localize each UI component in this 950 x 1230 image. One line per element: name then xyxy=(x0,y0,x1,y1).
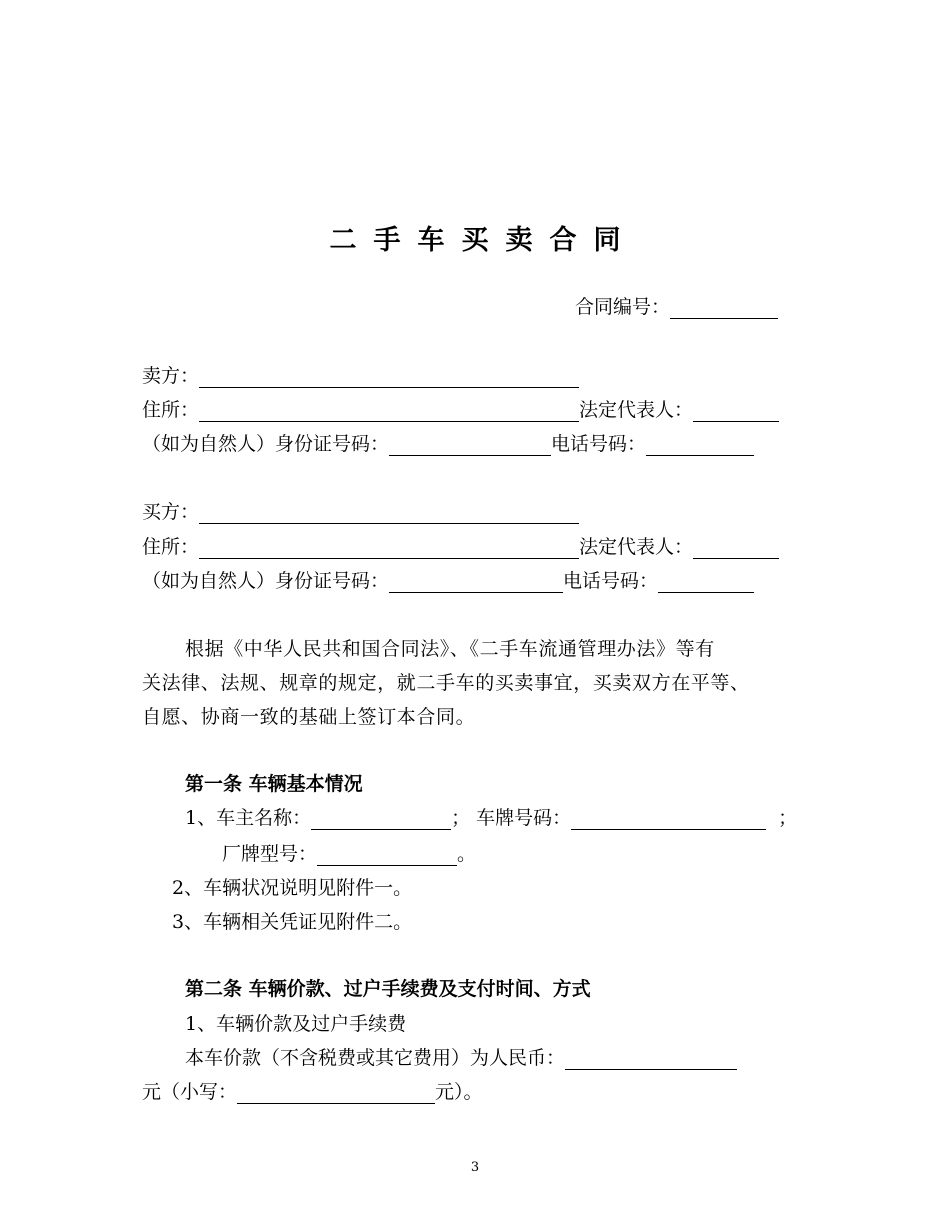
intro-line-3: 自愿、协商一致的基础上签订本合同。 xyxy=(142,706,476,728)
seller-legal-rep-label: 法定代表人： xyxy=(579,399,694,421)
contract-number-line xyxy=(575,295,778,319)
article-2-heading: 第二条 车辆价款、过户手续费及支付时间、方式 xyxy=(185,978,591,1000)
seller-id-label: （如为自然人）身份证号码： xyxy=(142,433,390,455)
buyer-phone-label: 电话号码： xyxy=(563,570,659,592)
price-label: 本车价款（不含税费或其它费用）为人民币： xyxy=(185,1047,566,1069)
buyer-address-label: 住所： xyxy=(142,536,200,558)
buyer-address-blank[interactable] xyxy=(199,538,579,559)
price-lowercase-line xyxy=(142,1080,483,1104)
contract-number-blank[interactable] xyxy=(670,298,778,319)
buyer-id-label: （如为自然人）身份证号码： xyxy=(142,570,390,592)
buyer-line xyxy=(142,500,579,524)
seller-legal-rep-blank[interactable] xyxy=(693,401,779,422)
buyer-legal-rep-blank[interactable] xyxy=(693,538,779,559)
model-label: 厂牌型号： xyxy=(222,843,318,865)
intro-line-1: 根据《中华人民共和国合同法》、《二手车流通管理办法》等有 xyxy=(185,638,715,660)
price-lowercase-blank[interactable] xyxy=(237,1083,435,1104)
contract-number-label: 合同编号： xyxy=(575,296,671,318)
buyer-legal-rep-label: 法定代表人： xyxy=(579,536,694,558)
buyer-name-blank[interactable] xyxy=(199,503,579,524)
buyer-id-blank[interactable] xyxy=(389,572,563,593)
price-line xyxy=(185,1046,737,1070)
buyer-label: 买方： xyxy=(142,501,200,523)
contract-title: 二手车买卖合同 xyxy=(329,225,638,256)
yuan-prefix: 元（小写： xyxy=(142,1081,238,1103)
seller-name-blank[interactable] xyxy=(199,367,579,388)
seller-label: 卖方： xyxy=(142,365,200,387)
seller-id-blank[interactable] xyxy=(389,435,551,456)
item-1-end: ； xyxy=(778,807,798,829)
intro-line-2: 关法律、法规、规章的规定，就二手车的买卖事宜，买卖双方在平等、 xyxy=(142,672,750,694)
yuan-suffix: 元）。 xyxy=(435,1081,483,1103)
seller-id-line xyxy=(142,432,754,456)
model-blank[interactable] xyxy=(317,845,457,866)
article-2-item-1: 1、车辆价款及过户手续费 xyxy=(185,1013,407,1035)
seller-address-line xyxy=(142,398,779,422)
article-1-item-1 xyxy=(185,806,797,830)
owner-name-label: 1、车主名称： xyxy=(185,807,312,829)
article-1-model-line xyxy=(222,842,476,866)
seller-phone-label: 电话号码： xyxy=(551,433,647,455)
article-1-heading: 第一条 车辆基本情况 xyxy=(185,773,363,795)
buyer-address-line xyxy=(142,535,779,559)
seller-line xyxy=(142,364,579,388)
price-blank[interactable] xyxy=(565,1049,737,1070)
plate-number-blank[interactable] xyxy=(571,809,766,830)
page-number: 3 xyxy=(470,1160,480,1175)
owner-name-blank[interactable] xyxy=(311,809,451,830)
buyer-id-line xyxy=(142,569,754,593)
seller-address-blank[interactable] xyxy=(199,401,579,422)
article-1-item-3: 3、车辆相关凭证见附件二。 xyxy=(172,911,413,933)
seller-address-label: 住所： xyxy=(142,399,200,421)
model-end: 。 xyxy=(457,843,477,865)
buyer-phone-blank[interactable] xyxy=(658,572,754,593)
article-1-item-2: 2、车辆状况说明见附件一。 xyxy=(172,877,413,899)
seller-phone-blank[interactable] xyxy=(646,435,754,456)
plate-number-label: ； 车牌号码： xyxy=(451,807,572,829)
